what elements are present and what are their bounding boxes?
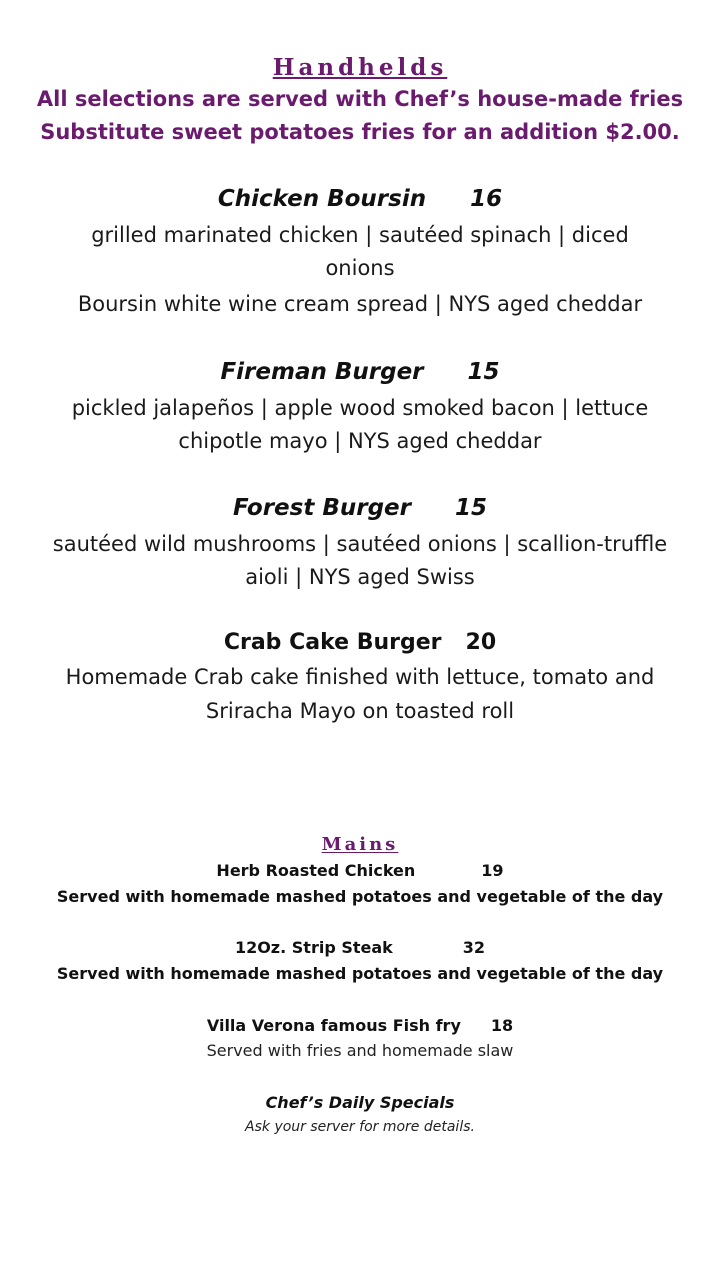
item-crab-cake-burger-title xyxy=(0,630,720,655)
item-forest-burger-title xyxy=(0,495,720,521)
item-price: 19 xyxy=(481,861,504,880)
item-price: 20 xyxy=(465,630,497,655)
main-description: Served with homemade mashed potatoes and vegetable of the day xyxy=(56,887,664,906)
main-fish-fry-title xyxy=(0,1016,720,1035)
item-price: 15 xyxy=(467,359,500,385)
item-name: Villa Verona famous Fish fry xyxy=(206,1016,461,1035)
item-name: Chicken Boursin xyxy=(217,186,427,212)
item-price: 16 xyxy=(470,186,503,212)
item-description-line: grilled marinated chicken | sautéed spinach | diced xyxy=(91,223,629,247)
item-name: Fireman Burger xyxy=(220,359,424,385)
item-description-line: chipotle mayo | NYS aged cheddar xyxy=(178,429,542,453)
item-price: 18 xyxy=(490,1016,514,1035)
handhelds-substitute-note: Substitute sweet potatoes fries for an addition $2.00. xyxy=(40,120,680,144)
item-description-line: onions xyxy=(325,256,395,280)
item-name: Crab Cake Burger xyxy=(223,630,442,655)
item-name: Forest Burger xyxy=(232,495,411,521)
main-strip-steak-title xyxy=(0,938,720,957)
item-price: 15 xyxy=(455,495,488,521)
item-name: 12Oz. Strip Steak xyxy=(234,938,393,957)
item-description-line: Sriracha Mayo on toasted roll xyxy=(205,699,515,723)
chefs-daily-specials-title: Chef’s Daily Specials xyxy=(265,1093,455,1112)
main-description: Served with homemade mashed potatoes and vegetable of the day xyxy=(56,964,664,983)
item-price: 32 xyxy=(462,938,486,957)
handhelds-heading: Handhelds xyxy=(272,54,448,81)
item-name: Herb Roasted Chicken xyxy=(216,861,416,880)
main-description: Served with fries and homemade slaw xyxy=(206,1041,514,1060)
item-description-line: Homemade Crab cake finished with lettuce, tomato and xyxy=(65,665,655,689)
item-fireman-burger-title xyxy=(0,359,720,385)
item-description-line: aioli | NYS aged Swiss xyxy=(245,565,475,589)
item-chicken-boursin-title xyxy=(0,186,720,212)
item-description-line: sautéed wild mushrooms | sautéed onions | scallion-truffle xyxy=(52,532,668,556)
item-description-line: pickled jalapeños | apple wood smoked bacon | lettuce xyxy=(71,396,649,420)
chefs-daily-specials-note: Ask your server for more details. xyxy=(245,1119,475,1135)
main-herb-roasted-chicken-title xyxy=(0,861,720,880)
handhelds-fries-note: All selections are served with Chef’s house-made fries xyxy=(36,87,684,111)
item-description-line: Boursin white wine cream spread | NYS aged cheddar xyxy=(77,292,643,316)
mains-heading: Mains xyxy=(321,834,399,855)
